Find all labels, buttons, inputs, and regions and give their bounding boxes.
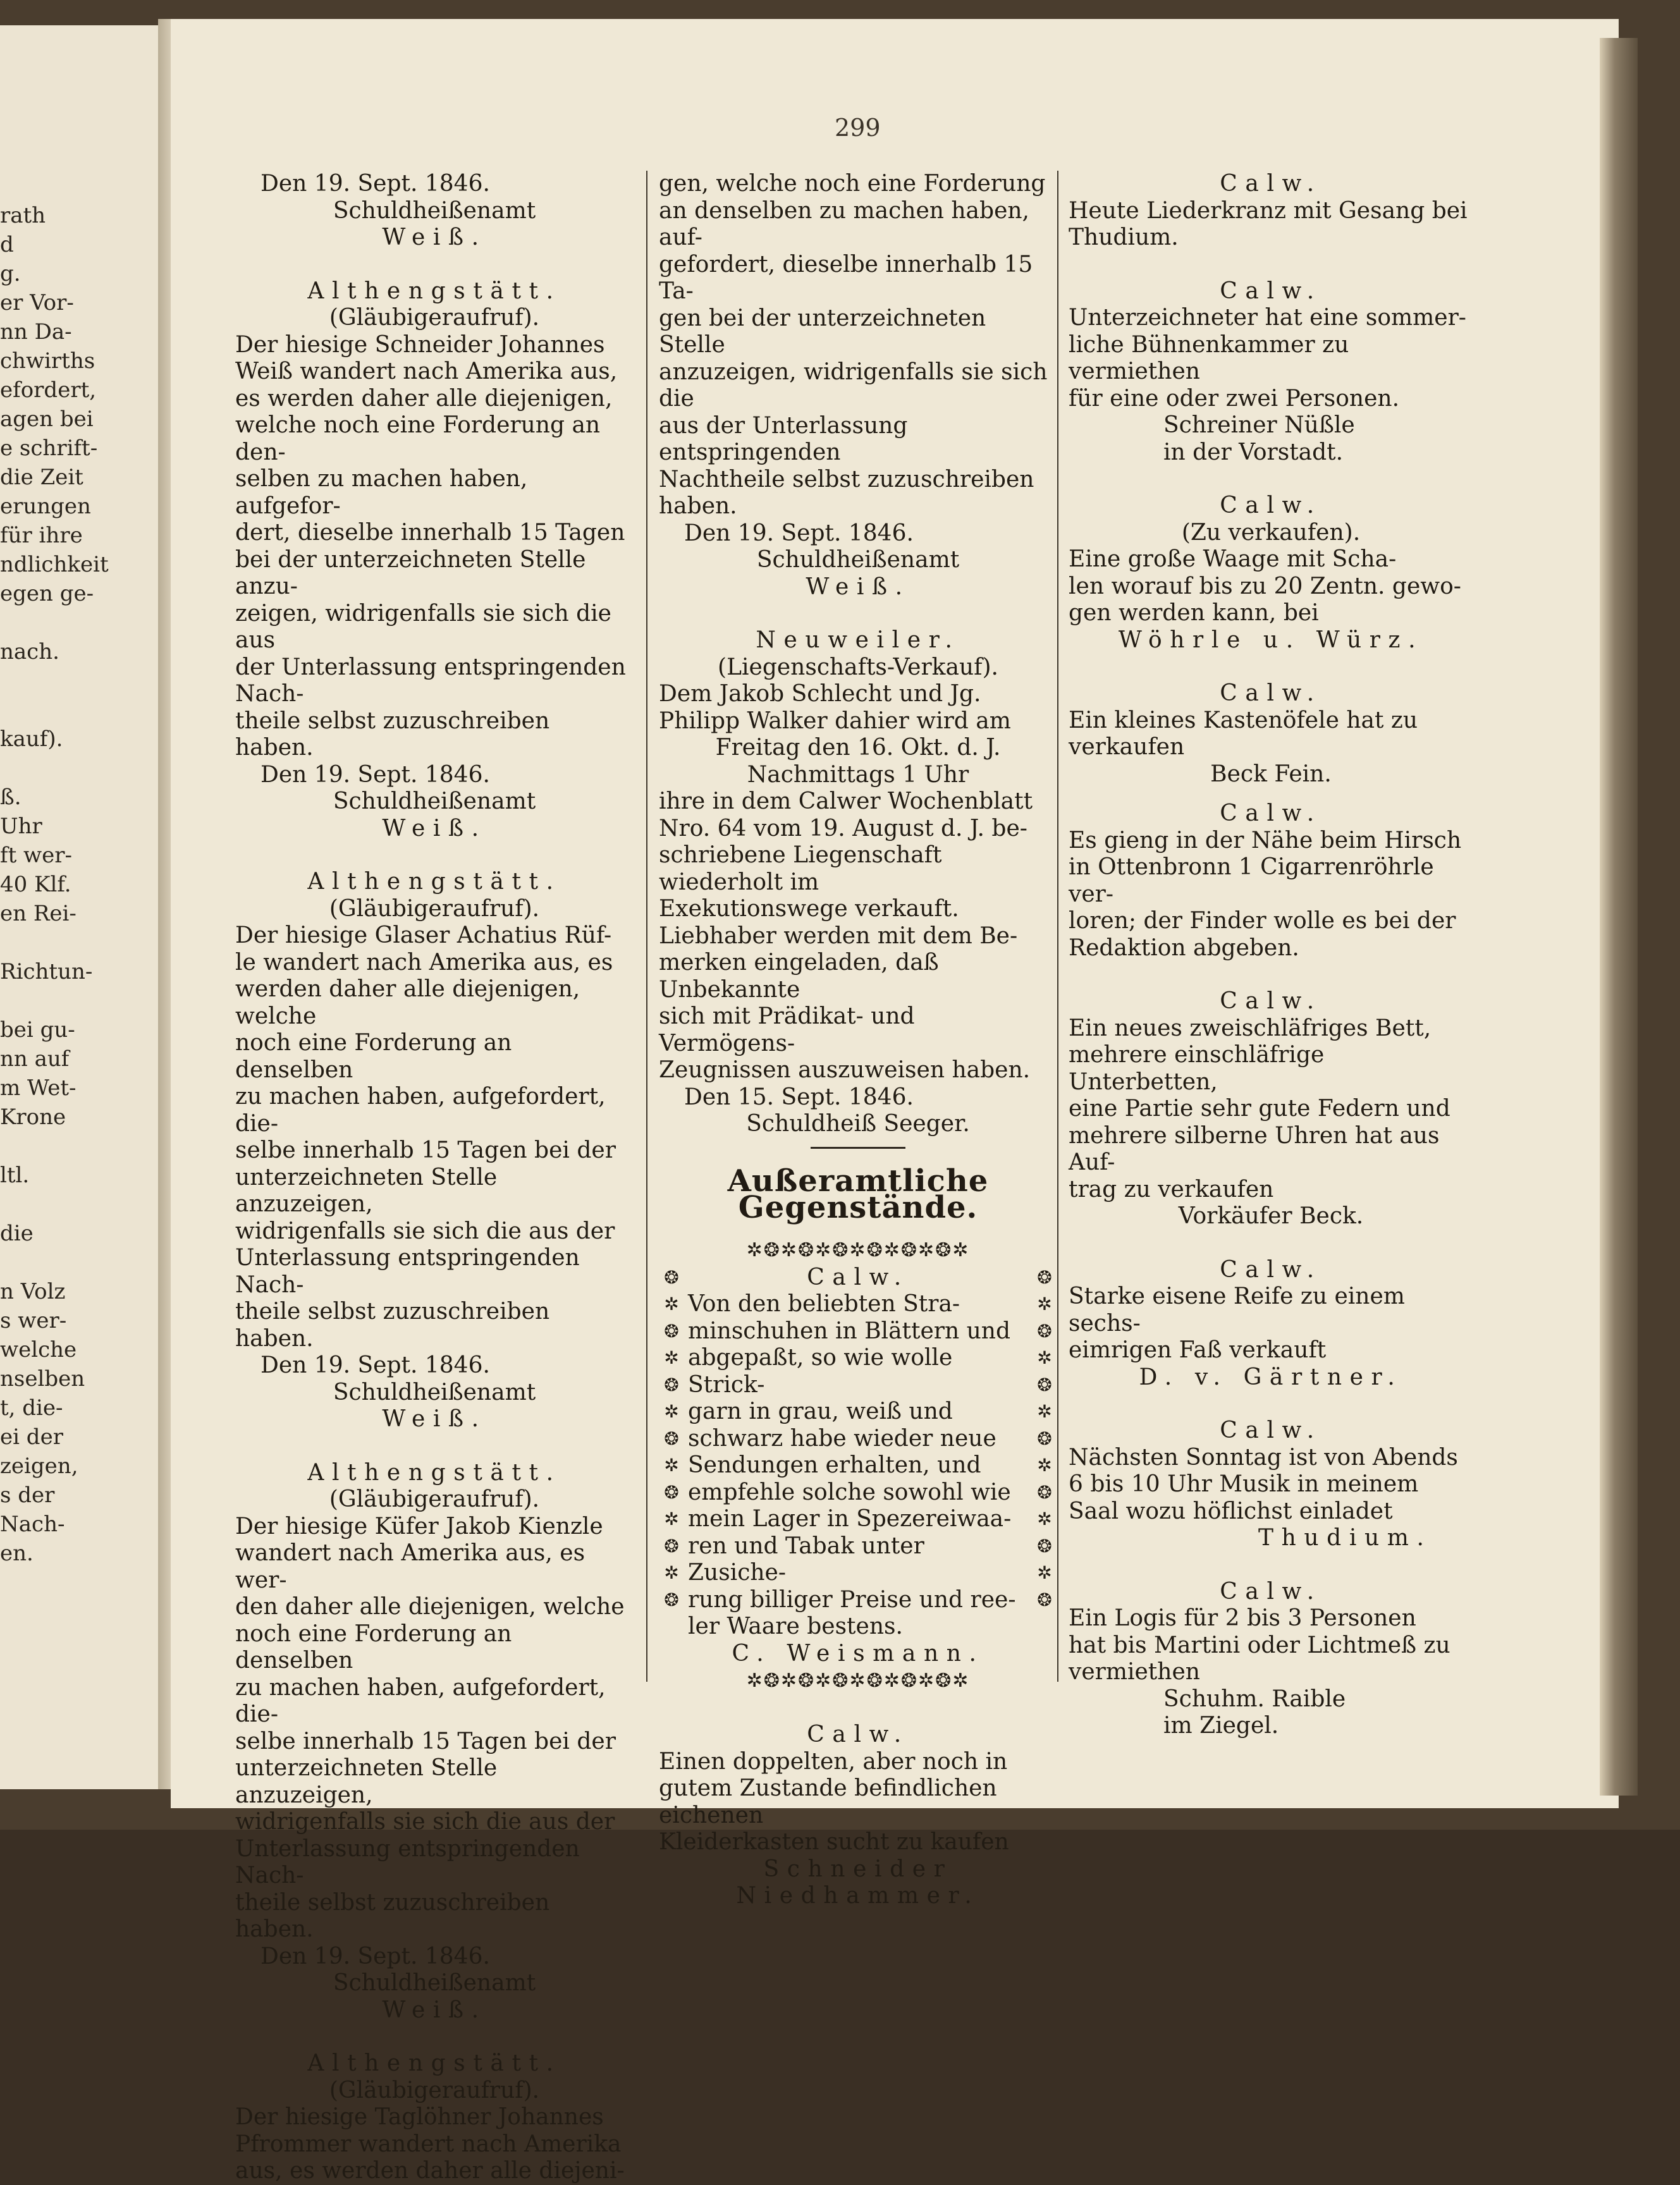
- notice-subtitle: (Gläubigeraufruf).: [329, 1486, 540, 1512]
- text-line: Ein Logis für 2 bis 3 Personen: [1069, 1605, 1416, 1631]
- text-line: ❂: [664, 1374, 679, 1395]
- ad-body: [688, 1291, 1028, 1641]
- section-title: Außeramtliche Gegenstände.: [727, 1163, 989, 1225]
- notice-signature: Weiß.: [806, 573, 911, 600]
- text-line: vermiethen: [1069, 1659, 1200, 1685]
- ornament-border-right: [1032, 1264, 1057, 1668]
- notice-body: [1069, 1283, 1473, 1364]
- text-line: noch eine Forderung an denselben: [235, 1620, 512, 1674]
- notice-body: [1069, 1605, 1473, 1686]
- left-page-text-fragment: ltl.: [0, 1163, 30, 1188]
- notice-date: Den 19. Sept. 1846.: [261, 171, 490, 197]
- text-line: mein Lager in Spezereiwaa-: [688, 1506, 1012, 1532]
- text-line: merken eingeladen, daß Unbekannte: [659, 950, 939, 1003]
- notice-subtitle: (Zu verkaufen).: [1181, 519, 1361, 546]
- text-line: unterzeichneten Stelle anzuzeigen,: [235, 1164, 498, 1217]
- left-page-text-fragment: chwirths: [0, 348, 95, 374]
- notice-auction-time: Nachmittags 1 Uhr: [747, 761, 969, 788]
- text-line: widrigenfalls sie sich die aus der: [235, 1218, 615, 1244]
- text-line: Philipp Walker dahier wird am: [659, 707, 1011, 734]
- notice-signature: Schuldheiß Seeger.: [746, 1111, 970, 1137]
- notice-office: Schuldheißenamt: [333, 197, 536, 224]
- left-page-text-fragment: nn Da-: [0, 319, 72, 345]
- text-line: Weiß wandert nach Amerika aus,: [235, 358, 618, 384]
- text-line: ❂: [1037, 1266, 1052, 1288]
- notice-signature-sub: in der Vorstadt.: [1163, 439, 1344, 465]
- left-page-text-fragment: Nach-: [0, 1512, 65, 1537]
- left-page-text-fragment: nn auf: [0, 1046, 70, 1072]
- page-edge: [1600, 38, 1638, 1796]
- text-line: ❂: [664, 1481, 679, 1503]
- text-line: Ein neues zweischläfriges Bett,: [1069, 1015, 1432, 1041]
- text-line: ❂: [1037, 1428, 1052, 1449]
- notice-date: Den 19. Sept. 1846.: [261, 1943, 490, 1969]
- text-line: Sendungen erhalten, und: [688, 1452, 981, 1478]
- left-page-text-fragment: ft wer-: [0, 843, 73, 868]
- notice-body: [235, 332, 634, 762]
- notice-body: [235, 922, 634, 1352]
- text-line: mehrere einschläfrige Unterbetten,: [1069, 1042, 1325, 1095]
- notice-signature: Weiß.: [382, 815, 487, 842]
- text-line: Thudium.: [1069, 224, 1179, 250]
- notice-body: [1069, 198, 1473, 252]
- left-page-text-fragment: n Volz: [0, 1279, 66, 1304]
- text-line: den daher alle diejenigen, welche: [235, 1594, 625, 1620]
- text-line: trag zu verkaufen: [1069, 1176, 1274, 1203]
- ornament-border-bottom: ✲❂✲❂✲❂✲❂✲❂✲❂✲: [746, 1670, 970, 1692]
- text-line: welche noch eine Forderung an den-: [235, 412, 601, 465]
- left-page-text-fragment: Uhr: [0, 814, 42, 839]
- notice-place: Calw.: [1220, 493, 1322, 518]
- text-line: ❂: [664, 1266, 679, 1288]
- left-page-text-fragment: ß.: [0, 785, 21, 810]
- divider-rule: [811, 1147, 905, 1149]
- text-line: ✲: [1037, 1455, 1052, 1476]
- text-line: der Unterlassung entspringenden Nach-: [235, 654, 626, 707]
- notice-body: [1069, 1015, 1473, 1204]
- text-line: ❂: [1037, 1481, 1052, 1503]
- text-line: ler Waare bestens.: [688, 1613, 903, 1639]
- left-page-text-fragment: Krone: [0, 1105, 66, 1130]
- text-line: Nächsten Sonntag ist von Abends: [1069, 1444, 1458, 1471]
- left-page-text-fragment: t, die-: [0, 1395, 63, 1421]
- left-page-text-fragment: m Wet-: [0, 1075, 77, 1101]
- text-line: Kleiderkasten sucht zu kaufen: [659, 1829, 1009, 1855]
- text-line: Der hiesige Taglöhner Johannes: [235, 2104, 604, 2130]
- text-line: ✲: [1037, 1294, 1052, 1314]
- column-1: [235, 171, 634, 2185]
- text-line: liche Bühnenkammer zu vermiethen: [1069, 331, 1349, 384]
- text-line: ✲: [664, 1562, 679, 1583]
- text-line: Von den beliebten Stra-: [688, 1291, 960, 1317]
- text-line: selbe innerhalb 15 Tagen bei der: [235, 1728, 616, 1754]
- notice-signature: Weiß.: [382, 1406, 487, 1432]
- notice-place: Althengstätt.: [307, 2050, 561, 2076]
- text-line: widrigenfalls sie sich die aus der: [235, 1809, 615, 1835]
- notice-subtitle: (Liegenschafts-Verkauf).: [718, 654, 998, 680]
- text-line: Unterlassung entspringenden Nach-: [235, 1245, 580, 1298]
- text-line: Der hiesige Schneider Johannes: [235, 331, 605, 358]
- notice-body: [659, 171, 1057, 520]
- text-line: Starke eisene Reife zu einem sechs-: [1069, 1283, 1405, 1337]
- notice-signature: Schneider Niedhammer.: [736, 1856, 980, 1909]
- text-line: aus, es werden daher alle diejeni-: [235, 2158, 625, 2184]
- text-line: abgepaßt, so wie wolle Strick-: [688, 1345, 953, 1398]
- text-line: Zeugnissen auszuweisen haben.: [659, 1057, 1031, 1083]
- notice-body: [235, 2104, 634, 2185]
- text-line: werden daher alle diejenigen, welche: [235, 976, 580, 1029]
- left-page-text-fragment: Richtun-: [0, 959, 93, 984]
- notice-signature: Weiß.: [382, 224, 487, 250]
- text-line: gefordert, dieselbe innerhalb 15 Ta-: [659, 251, 1033, 304]
- left-page-text-fragment: egen ge-: [0, 581, 94, 606]
- text-line: unterzeichneten Stelle anzuzeigen,: [235, 1755, 498, 1808]
- ornamental-advertisement: [659, 1237, 1057, 1696]
- notice-place: Calw.: [1220, 1578, 1322, 1605]
- left-page-text-fragment: kauf).: [0, 726, 63, 752]
- left-page-text-fragment: g.: [0, 261, 21, 286]
- ornament-border-left: [659, 1264, 684, 1668]
- notice-signature-sub: im Ziegel.: [1163, 1713, 1279, 1739]
- text-line: gutem Zustande befindlichen eichenen: [659, 1775, 997, 1828]
- notice-place: Calw.: [807, 1722, 909, 1747]
- notice-body: [1069, 305, 1473, 412]
- notice-date: Den 15. Sept. 1846.: [684, 1084, 914, 1110]
- text-line: zu machen haben, aufgefordert, die-: [235, 1674, 606, 1727]
- left-page-text-fragment: e schrift-: [0, 436, 98, 461]
- notice-place: Calw.: [1220, 278, 1322, 304]
- notice-date: Den 19. Sept. 1846.: [261, 1352, 490, 1378]
- text-line: theile selbst zuzuschreiben haben.: [235, 707, 550, 761]
- left-page-text-fragment: die Zeit: [0, 465, 83, 490]
- text-line: ❂: [664, 1589, 679, 1610]
- notice-body: [1069, 1445, 1473, 1526]
- left-page-text-fragment: welche: [0, 1337, 77, 1362]
- text-line: dert, dieselbe innerhalb 15 Tagen: [235, 520, 625, 546]
- column-2: [659, 171, 1057, 1910]
- text-line: theile selbst zuzuschreiben haben.: [235, 1299, 550, 1352]
- text-line: Unterlassung entspringenden Nach-: [235, 1835, 580, 1888]
- text-line: ❂: [1037, 1320, 1052, 1342]
- page-number: 299: [835, 114, 881, 142]
- notice-signature: Thudium.: [1258, 1525, 1432, 1551]
- text-line: Redaktion abgeben.: [1069, 934, 1299, 961]
- notice-body: [659, 788, 1057, 1084]
- text-line: empfehle solche sowohl wie: [688, 1479, 1011, 1505]
- left-page-text-fragment: d: [0, 232, 14, 257]
- left-page-text-fragment: für ihre: [0, 523, 83, 548]
- text-line: theile selbst zuzuschreiben haben.: [235, 1889, 550, 1942]
- notice-signature: D. v. Gärtner.: [1139, 1364, 1403, 1390]
- column-rule-2: [1057, 171, 1058, 1682]
- notice-signature: Beck Fein.: [1210, 761, 1332, 787]
- text-line: Der hiesige Küfer Jakob Kienzle: [235, 1513, 603, 1539]
- text-line: mehrere silberne Uhren hat aus Auf-: [1069, 1122, 1440, 1175]
- left-page-text-fragment: en.: [0, 1541, 34, 1566]
- notice-signature: Wöhrle u. Würz.: [1118, 627, 1424, 653]
- text-line: selben zu machen haben, aufgefor-: [235, 466, 528, 519]
- left-page-text-fragment: bei gu-: [0, 1017, 75, 1043]
- notice-place: Calw.: [1220, 800, 1322, 826]
- notice-signature: Weiß.: [382, 1997, 487, 2023]
- text-line: Heute Liederkranz mit Gesang bei: [1069, 197, 1468, 224]
- notice-office: Schuldheißenamt: [333, 788, 536, 814]
- text-line: Einen doppelten, aber noch in: [659, 1748, 1008, 1775]
- text-line: ❂: [1037, 1374, 1052, 1395]
- text-line: hat bis Martini oder Lichtmeß zu: [1069, 1632, 1450, 1658]
- text-line: Dem Jakob Schlecht und Jg.: [659, 681, 981, 707]
- notice-body: [659, 681, 1057, 735]
- left-page-text-fragment: nach.: [0, 639, 59, 664]
- column-3: [1069, 171, 1473, 1740]
- text-line: ❂: [664, 1320, 679, 1342]
- text-line: es werden daher alle diejenigen,: [235, 385, 613, 412]
- notice-place: Calw.: [1220, 1417, 1322, 1443]
- text-line: ❂: [1037, 1589, 1052, 1610]
- text-line: Nro. 64 vom 19. August d. J. be-: [659, 815, 1027, 842]
- text-line: Pfrommer wandert nach Amerika: [235, 2131, 622, 2157]
- left-page-text-fragment: en Rei-: [0, 901, 77, 926]
- notice-signature: Schuhm. Raible: [1163, 1686, 1346, 1712]
- text-line: eimrigen Faß verkauft: [1069, 1337, 1327, 1363]
- left-page-text-fragment: agen bei: [0, 407, 94, 432]
- text-line: Ein kleines Kastenöfele hat zu: [1069, 707, 1418, 733]
- text-line: schwarz habe wieder neue: [688, 1425, 996, 1452]
- notice-place: Althengstätt.: [307, 278, 561, 304]
- text-line: 6 bis 10 Uhr Musik in meinem: [1069, 1471, 1419, 1497]
- text-line: ✲: [664, 1509, 679, 1529]
- left-page-text-fragment: ndlichkeit: [0, 552, 109, 577]
- text-line: zu machen haben, aufgefordert, die-: [235, 1084, 606, 1137]
- text-line: gen, welche noch eine Forderung: [659, 171, 1046, 197]
- column-rule-1: [646, 171, 647, 1682]
- text-line: noch eine Forderung an denselben: [235, 1030, 512, 1083]
- text-line: ✲: [1037, 1509, 1052, 1529]
- notice-office: Schuldheißenamt: [333, 1379, 536, 1405]
- text-line: ❂: [664, 1428, 679, 1449]
- notice-date: Den 19. Sept. 1846.: [684, 520, 914, 546]
- text-line: ❂: [1037, 1535, 1052, 1557]
- ornament-border-top: ✲❂✲❂✲❂✲❂✲❂✲❂✲: [746, 1239, 970, 1261]
- left-page-text-fragment: nselben: [0, 1366, 85, 1392]
- notice-place: Calw.: [1220, 1256, 1322, 1283]
- notice-place: Althengstätt.: [307, 1459, 561, 1486]
- text-line: bei der unterzeichneten Stelle anzu-: [235, 546, 586, 599]
- text-line: garn in grau, weiß und: [688, 1399, 953, 1424]
- text-line: Der hiesige Glaser Achatius Rüf-: [235, 922, 612, 948]
- left-page-fragment: [0, 25, 158, 1789]
- text-line: an denselben zu machen haben, auf-: [659, 197, 1030, 250]
- notice-body: [235, 1514, 634, 1943]
- text-line: Exekutionswege verkauft.: [659, 896, 959, 922]
- text-line: eine Partie sehr gute Federn und: [1069, 1096, 1450, 1122]
- text-line: wandert nach Amerika aus, es wer-: [235, 1540, 586, 1593]
- text-line: ✲: [1037, 1562, 1052, 1583]
- left-page-text-fragment: efordert,: [0, 377, 97, 403]
- left-page-text-fragment: s wer-: [0, 1308, 67, 1333]
- ad-place: Calw.: [807, 1264, 909, 1290]
- text-line: loren; der Finder wolle es bei der: [1069, 908, 1456, 934]
- text-line: ren und Tabak unter Zusiche-: [688, 1533, 924, 1586]
- text-line: Eine große Waage mit Scha-: [1069, 546, 1397, 572]
- notice-place: Neuweiler.: [756, 627, 960, 653]
- left-page-text-fragment: rath: [0, 203, 46, 228]
- text-line: gen bei der unterzeichneten Stelle: [659, 305, 986, 358]
- text-line: minschuhen in Blättern und: [688, 1318, 1011, 1344]
- text-line: in Ottenbronn 1 Cigarrenröhrle ver-: [1069, 854, 1434, 907]
- text-line: Unterzeichneter hat eine sommer-: [1069, 305, 1466, 331]
- notice-body: [659, 1749, 1057, 1856]
- left-page-text-fragment: die: [0, 1221, 34, 1246]
- left-page-text-fragment: zeigen,: [0, 1454, 78, 1479]
- text-line: gen werden kann, bei: [1069, 600, 1319, 626]
- text-line: ✲: [664, 1455, 679, 1476]
- text-line: Saal wozu höflichst einladet: [1069, 1498, 1393, 1524]
- notice-office: Schuldheißenamt: [333, 1970, 536, 1996]
- notice-office: Schuldheißenamt: [756, 547, 960, 573]
- left-page-text-fragment: erungen: [0, 494, 91, 519]
- text-line: aus der Unterlassung entspringenden: [659, 412, 908, 465]
- notice-place: Calw.: [1220, 680, 1322, 706]
- notice-body: [1069, 707, 1473, 761]
- left-page-text-fragment: 40 Klf.: [0, 872, 71, 897]
- notice-body: [1069, 828, 1473, 962]
- text-line: ❂: [664, 1535, 679, 1557]
- text-line: für eine oder zwei Personen.: [1069, 385, 1400, 412]
- text-line: le wandert nach Amerika aus, es: [235, 949, 613, 976]
- text-line: ✲: [1037, 1401, 1052, 1422]
- text-line: ✲: [1037, 1347, 1052, 1368]
- text-line: selbe innerhalb 15 Tagen bei der: [235, 1137, 616, 1163]
- text-line: ✲: [664, 1347, 679, 1368]
- text-line: anzuzeigen, widrigenfalls sie sich die: [659, 358, 1048, 412]
- text-line: rung billiger Preise und ree-: [688, 1586, 1016, 1613]
- notice-auction-date: Freitag den 16. Okt. d. J.: [715, 735, 1001, 761]
- text-line: ✲: [664, 1401, 679, 1422]
- notice-place: Calw.: [1220, 988, 1322, 1014]
- text-line: ihre in dem Calwer Wochenblatt: [659, 788, 1033, 814]
- notice-place: Calw.: [1220, 171, 1322, 197]
- notice-subtitle: (Gläubigeraufruf).: [329, 2077, 540, 2103]
- text-line: Es gieng in der Nähe beim Hirsch: [1069, 827, 1462, 854]
- notice-body: [1069, 546, 1473, 627]
- left-page-text-fragment: s der: [0, 1483, 55, 1508]
- left-page-text-fragment: er Vor-: [0, 290, 74, 315]
- notice-subtitle: (Gläubigeraufruf).: [329, 305, 540, 331]
- notice-date: Den 19. Sept. 1846.: [261, 761, 490, 788]
- text-line: sich mit Prädikat- und Vermögens-: [659, 1003, 915, 1056]
- text-line: schriebene Liegenschaft wiederholt im: [659, 842, 942, 895]
- text-line: Nachtheile selbst zuzuschreiben haben.: [659, 466, 1034, 519]
- notice-subtitle: (Gläubigeraufruf).: [329, 895, 540, 922]
- text-line: zeigen, widrigenfalls sie sich die aus: [235, 600, 611, 653]
- left-page-text-fragment: ei der: [0, 1424, 63, 1450]
- text-line: ✲: [664, 1294, 679, 1314]
- ad-signature: C. Weismann.: [732, 1640, 984, 1667]
- text-line: Liebhaber werden mit dem Be-: [659, 922, 1018, 949]
- notice-signature: Vorkäufer Beck.: [1178, 1203, 1364, 1229]
- notice-place: Althengstätt.: [307, 869, 561, 895]
- text-line: len worauf bis zu 20 Zentn. gewo-: [1069, 573, 1461, 599]
- notice-signature: Schreiner Nüßle: [1163, 412, 1355, 438]
- text-line: verkaufen: [1069, 734, 1185, 760]
